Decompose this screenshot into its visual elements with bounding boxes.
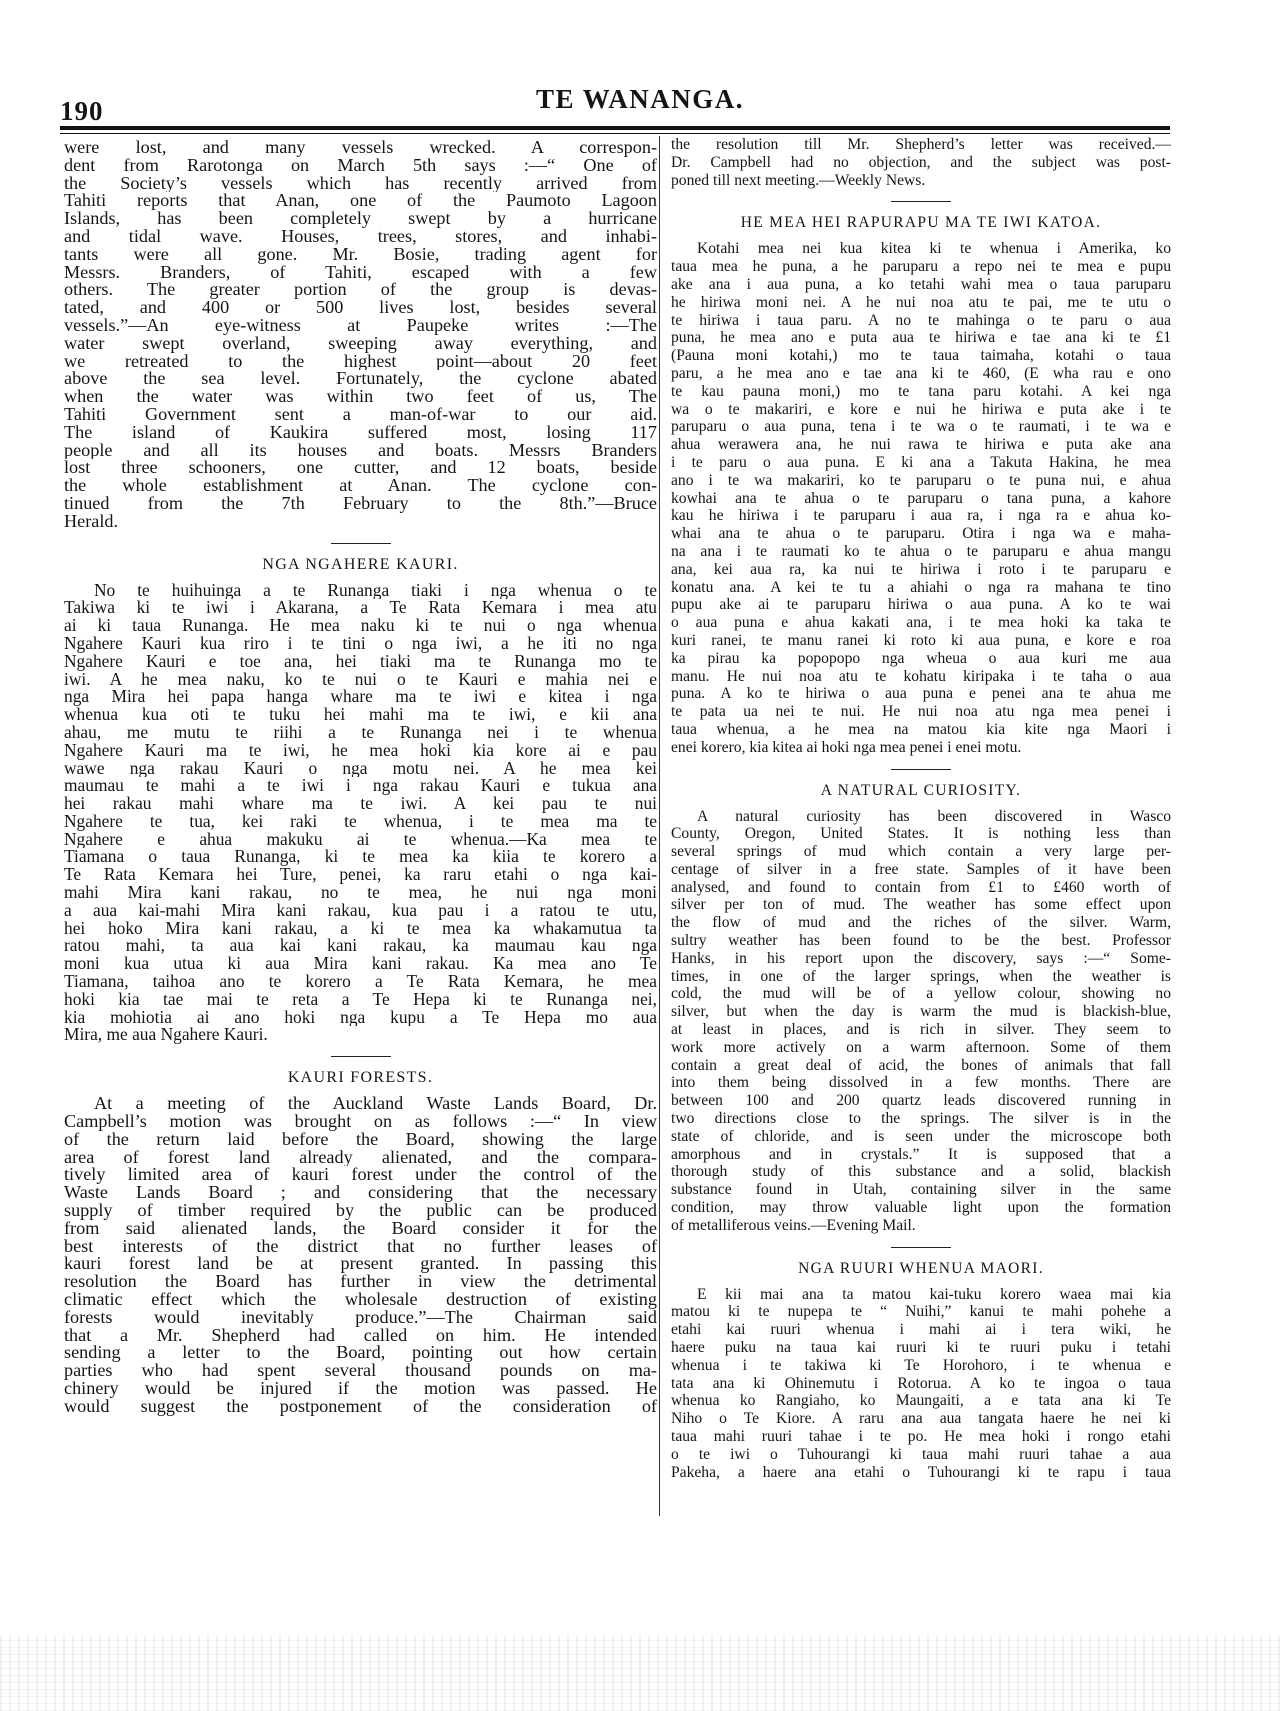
text-line: pupu ake ai te paruparu hiriwa o aua puna. A ko te wai: [671, 596, 1171, 614]
text-line: kuri ranei, te manu ranei ki roto ki aua puna, e kore e roa: [671, 631, 1171, 649]
curiosity-article-body: [671, 808, 1171, 1235]
section-separator: [331, 543, 391, 544]
text-line: climatic effect which the wholesale destruction of existing: [64, 1291, 657, 1309]
text-line: vessels.”—An eye-witness at Paupeke writes :—The: [64, 316, 657, 335]
text-line: several springs of mud which contain a very large per-: [671, 843, 1171, 861]
masthead-title: TE WANANGA.: [535, 84, 745, 114]
text-line: cold, the mud will be of a yellow colour, showing no: [671, 985, 1171, 1003]
text-line: Islands, has been completely swept by a hurricane: [64, 210, 657, 228]
text-line: The island of Kaukira suffered most, losing 117: [64, 423, 657, 442]
text-line: Ngahere Kauri e toe ana, hei tiaki ma te Runanga mo te: [64, 652, 657, 671]
text-line: iwi. A he mea naku, ko te nui o te Kauri e mahia nei e: [64, 670, 657, 689]
text-line: silver per ton of mud. The weather has some effect upon: [671, 896, 1171, 914]
text-line: te hiriwa i taua paru. A no te mahinga o te paru o aua: [671, 311, 1171, 329]
text-line: puna, he mea ano e puta aua te hiriwa e tae ana ki te £1: [671, 329, 1171, 347]
text-line: kowhai ana te ahua o te paruparu o tana puna, a kahore: [671, 489, 1171, 507]
text-line: Dr. Campbell had no objection, and the subject was post-: [671, 153, 1171, 171]
text-line: wawe nga rakau Kauri o nga motu nei. A he mea kei: [64, 759, 657, 778]
text-line: water swept overland, sweeping away everything, and: [64, 334, 657, 353]
text-line: would suggest the postponement of the consideration of: [64, 1397, 657, 1416]
cyclone-article: [64, 136, 657, 531]
text-line: when the water was within two feet of us, The: [64, 388, 657, 406]
text-line: others. The greater portion of the group is devas-: [64, 281, 657, 300]
section-separator: [891, 769, 951, 770]
text-line: whenua kua oti te tuku hei mahi ma te iwi, e kii ana: [64, 706, 657, 724]
curiosity-article: [671, 782, 1171, 1235]
text-line: the whole establishment at Anan. The cyclone con-: [64, 477, 657, 495]
text-line: paru, a he mea ano e tae ana ki te 460, (E wha rau e ono: [671, 364, 1171, 382]
text-line: Tahiti reports that Anan, one of the Paumoto Lagoon: [64, 192, 657, 211]
text-line: condition, may throw valuable light upon the formation: [671, 1199, 1171, 1217]
rapurapu-article: [671, 214, 1171, 756]
text-line: chinery would be injured if the motion was passed. He: [64, 1380, 657, 1398]
text-line: paruparu o aua puna, tena i te wa o te raumati, i te wa e: [671, 418, 1171, 436]
text-line: taua mea he puna, a he paruparu a repo nei te mea e pupu: [671, 258, 1171, 276]
text-line: o aua puna e ahua kakati ana, i te mea hoki ka taka te: [671, 614, 1171, 632]
text-line: County, Oregon, United States. It is nothing less than: [671, 825, 1171, 843]
text-line: thorough study of this substance and a solid, blackish: [671, 1163, 1171, 1181]
text-line: (Pauna moni kotahi,) mo te taua taimaha, kotahi o taua: [671, 347, 1171, 365]
text-line: dent from Rarotonga on March 5th says :—“ One of: [64, 156, 657, 175]
text-line: Ngahere Kauri kua riro i te tini o nga iwi, a he iti no nga: [64, 634, 657, 653]
ruuri-article-body: [671, 1286, 1171, 1482]
text-line: No te huihuinga a te Runanga tiaki i nga whenua o te: [94, 581, 657, 600]
text-line: work more actively on a warm afternoon. Some of them: [671, 1038, 1171, 1056]
text-line: ahua werawera ana, he nui rawa te hiriwa e puta ake ana: [671, 436, 1171, 454]
text-line: taua mahi ruuri tahae i te po. He mea hoki i rongo etahi: [671, 1428, 1171, 1445]
text-line: na ana i te raumati ko te ahua o te paruparu e ahua mangu: [671, 542, 1171, 560]
text-line: above the sea level. Fortunately, the cyclone abated: [64, 370, 657, 389]
page-number: 190: [60, 96, 104, 126]
scan-noise-strip: [0, 1635, 1280, 1711]
header-rule-thin: [60, 133, 1170, 134]
rapurapu-article-body: [671, 240, 1171, 756]
text-line: that a Mr. Shepherd had called on him. He intended: [64, 1326, 657, 1345]
cyclone-article-body: [64, 139, 657, 531]
text-line: contain a great deal of acid, the bones of animals that fall: [671, 1056, 1171, 1074]
text-line: moni kua utua ki aua Mira kani rakau. Ka mea ano Te: [64, 955, 657, 974]
ruuri-article: [671, 1260, 1171, 1482]
text-line: haere puku na taua kai ruuri ki te ruuri puku i tetahi: [671, 1339, 1171, 1357]
text-line: hei rakau mahi whare ma te iwi. A kei pau te nui: [64, 795, 657, 813]
text-line: sending a letter to the Board, pointing out how certain: [64, 1344, 657, 1363]
text-line: Campbell’s motion was brought on as follows :—“ In view: [64, 1113, 657, 1131]
text-line: supply of timber required by the public can be produced: [64, 1202, 657, 1220]
text-line: hei hoko Mira kani rakau, a ki te mea ka whakamutua ta: [64, 919, 657, 938]
text-line: Ngahere e ahua makuku ai te whenua.—Ka mea te: [64, 830, 657, 849]
text-line: forests would inevitably produce.”—The Chairman said: [64, 1308, 657, 1327]
text-line: A natural curiosity has been discovered in Wasco: [697, 807, 1171, 825]
text-line: ano i te wa makariri, ko te paruparu o te puna nui, e ahua: [671, 471, 1171, 489]
text-line: Niho o Te Kiore. A raru ana aua tangata haere he nei ki: [671, 1410, 1171, 1428]
text-line: the flow of mud and the riches of the silver. Warm,: [671, 914, 1171, 932]
text-line: te kau pauna moni,) mo te tana paru kotahi. A kei nga: [671, 382, 1171, 400]
text-line: ahau, me mutu te riihi a te Runanga nei i te whenua: [64, 723, 657, 742]
text-line: kauri forest land be at present granted. In passing this: [64, 1255, 657, 1274]
text-line: of the return laid before the Board, showing the large: [64, 1130, 657, 1149]
text-line: area of forest land already alienated, and the compara-: [64, 1148, 657, 1167]
text-line: ratou mahi, ta aua kai kani rakau, ka maumau kau nga: [64, 937, 657, 956]
article-heading: KAURI FORESTS.: [287, 1069, 434, 1087]
text-line: silver, but when the day is warm the mud is blackish-blue,: [671, 1003, 1171, 1021]
text-line: best interests of the district that no further leases of: [64, 1237, 657, 1256]
article-heading: NGA NGAHERE KAURI.: [262, 555, 459, 573]
text-line: Messrs. Branders, of Tahiti, escaped with a few: [64, 263, 657, 282]
left-column: [64, 136, 657, 1416]
section-separator: [891, 1247, 951, 1248]
text-line: he hiriwa moni nei. A he nui noa atu te pai, me te utu o: [671, 293, 1171, 311]
text-line: Ngahere Kauri ma te iwi, he mea hoki kia kore ai e pau: [64, 741, 657, 760]
text-line: nga Mira hei papa hanga whare ma te iwi e kitea i nga: [64, 688, 657, 707]
text-line: parties who had spent several thousand pounds on ma-: [64, 1362, 657, 1380]
text-line: kau he hiriwa i te paruparu i aua ra, i nga ra e ahua ko-: [671, 507, 1171, 525]
text-line: Waste Lands Board ; and considering that the necessary: [64, 1184, 657, 1203]
text-line: into them being dissolved in a few months. There are: [671, 1074, 1171, 1092]
kauri-forests-continued: [671, 136, 1171, 189]
text-line: Mira, me aua Ngahere Kauri.: [64, 1026, 268, 1045]
text-line: hoki kia tae mai te reta a Te Hepa ki te Runanga nei,: [64, 990, 657, 1009]
header-rule: [60, 126, 1170, 130]
text-line: poned till next meeting.—Weekly News.: [671, 171, 926, 189]
text-line: a aua kai-mahi Mira kani rakau, kua pau i a ratou te utu,: [64, 901, 657, 920]
text-line: Kotahi mea nei kua kitea ki te whenua i Amerika, ko: [697, 240, 1171, 258]
text-line: times, in one of the larger springs, when the weather is: [671, 967, 1171, 985]
text-line: kia mohiotia ai ano hoki nga kupu a Te Hepa mo aua: [64, 1008, 657, 1027]
right-column: [657, 136, 1171, 1481]
text-line: state of chloride, and is seen under the microscope both: [671, 1127, 1171, 1145]
text-line: Takiwa ki te iwi i Akarana, a Te Rata Kemara i mea atu: [64, 599, 657, 618]
kauri-forests-continued-body: [671, 136, 1171, 189]
text-line: centage of silver in a free state. Samples of it have been: [671, 860, 1171, 878]
text-line: of metalliferous veins.—Evening Mail.: [671, 1216, 916, 1234]
kauri-forests-article-body: [64, 1095, 657, 1415]
text-line: wa o te makariri, e kore e nui he hiriwa e puta ake i te: [671, 400, 1171, 418]
kauri-forests-article: [64, 1069, 657, 1415]
text-line: Hanks, in his report upon the discovery, says :—“ Some-: [671, 949, 1171, 967]
kauri-maori-article-body: [64, 582, 657, 1045]
kauri-maori-article: [64, 556, 657, 1045]
text-line: lost three schooners, one cutter, and 12 boats, beside: [64, 459, 657, 478]
text-line: we retreated to the highest point—about 20 feet: [64, 352, 657, 371]
text-line: analysed, and found to contain from £1 to £460 worth of: [671, 878, 1171, 896]
text-line: people and all its houses and boats. Messrs Branders: [64, 441, 657, 460]
text-line: between 100 and 200 quartz leads discovered running in: [671, 1092, 1171, 1110]
text-line: whenua i te takiwa ki Te Horohoro, i te whenua e: [671, 1356, 1171, 1374]
text-line: sultry weather has been found to be the best. Professor: [671, 932, 1171, 950]
text-line: tated, and 400 or 500 lives lost, besides several: [64, 299, 657, 317]
text-line: etahi kai ruuri whenua i mahi ai i tera wiki, he: [671, 1321, 1171, 1339]
text-line: ana, kei aua ra, ka nui te hiriwa i roto i te paruparu e: [671, 560, 1171, 578]
text-line: ai ki taua Runanga. He mea naku ki te nui o nga whenua: [64, 617, 657, 635]
text-line: two directions close to the springs. The silver is in the: [671, 1110, 1171, 1128]
text-line: enei korero, kia kitea ai hoki nga mea penei i enei motu.: [671, 738, 1022, 756]
text-line: Tiamana o taua Runanga, ki te mea ka kiia te korero a: [64, 848, 657, 867]
text-line: tinued from the 7th February to the 8th.”—Bruce: [64, 494, 657, 513]
text-line: from said alienated lands, the Board consider it for the: [64, 1219, 657, 1238]
text-line: the resolution till Mr. Shepherd’s letter was received.—: [671, 136, 1171, 153]
text-line: whenua ko Rangiaho, ko Maungaiti, a e tata ana ki Te: [671, 1392, 1171, 1410]
section-separator: [331, 1056, 391, 1057]
text-line: maumau te mahi a te iwi i nga rakau Kauri e tukua ana: [64, 777, 657, 796]
text-line: Herald.: [64, 512, 119, 531]
text-line: Tiamana, taihoa ano te korero a Te Rata Kemara, he mea: [64, 973, 657, 991]
text-line: substance found in Utah, containing silver in the same: [671, 1181, 1171, 1199]
text-line: i te paru o aua puna. E ki ana a Takuta Hakina, he mea: [671, 453, 1171, 471]
text-line: konatu ana. A kei te tu a ahiahi o nga ra mahana te tino: [671, 578, 1171, 596]
text-line: Tahiti Government sent a man-of-war to our aid.: [64, 405, 657, 424]
text-line: E kii mai ana ta matou kai-tuku korero waea mai kia: [697, 1285, 1171, 1303]
article-heading: A NATURAL CURIOSITY.: [820, 781, 1022, 799]
text-line: whai ana te ahua o te paruparu. Otira i nga wa e maha-: [671, 525, 1171, 543]
text-line: matou ki te nupepa te “ Nuihi,” kanui te mahi pohehe a: [671, 1303, 1171, 1321]
text-line: te pata ua nei te nui. He nui noa atu nga mea penei i: [671, 703, 1171, 721]
text-line: ake ana i aua puna, a ko tetahi wahi mea o taua paruparu: [671, 275, 1171, 293]
text-line: Pakeha, a haere ana etahi o Tuhourangi ki te rapu i taua: [671, 1463, 1171, 1481]
text-line: Ngahere te tua, kei raki te whenua, i te mea ma te: [64, 812, 657, 831]
text-line: and tidal wave. Houses, trees, stores, and inhabi-: [64, 227, 657, 246]
text-line: tants were all gone. Mr. Bosie, trading agent for: [64, 245, 657, 264]
text-line: taua whenua, a he mea na matou kia kite nga Maori i: [671, 720, 1171, 738]
text-line: the Society’s vessels which has recently arrived from: [64, 174, 657, 193]
text-line: Te Rata Kemara hei Ture, penei, ka raru etahi o nga kai-: [64, 866, 657, 885]
text-line: resolution the Board has further in view the detrimental: [64, 1273, 657, 1292]
article-heading: NGA RUURI WHENUA MAORI.: [798, 1259, 1044, 1277]
text-line: At a meeting of the Auckland Waste Lands Board, Dr.: [94, 1095, 657, 1114]
text-line: tata ana ki Ohinemutu i Rotorua. A ko te ingoa o taua: [671, 1374, 1171, 1392]
text-line: puna. A ko te hiriwa o aua puna e penei ana te ahua me: [671, 685, 1171, 703]
article-heading: HE MEA HEI RAPURAPU MA TE IWI KATOA.: [740, 214, 1102, 232]
text-line: manu. He nui noa atu te kohatu kiripaka i te taha o aua: [671, 667, 1171, 685]
text-line: mahi Mira kani rakau, no te mea, he nui nga moni: [64, 884, 657, 902]
text-line: at least in places, and is rich in silver. They seem to: [671, 1021, 1171, 1039]
section-separator: [891, 201, 951, 202]
text-line: were lost, and many vessels wrecked. A correspon-: [64, 139, 657, 157]
text-line: o te iwi o Tuhourangi ki taua mahi ruuri tahae a aua: [671, 1445, 1171, 1463]
text-line: amorphous and in crystals.” It is supposed that a: [671, 1145, 1171, 1163]
text-line: ka pirau ka popopopo nga wheua o aua kuri me aua: [671, 649, 1171, 667]
text-line: tively limited area of kauri forest under the control of the: [64, 1166, 657, 1185]
